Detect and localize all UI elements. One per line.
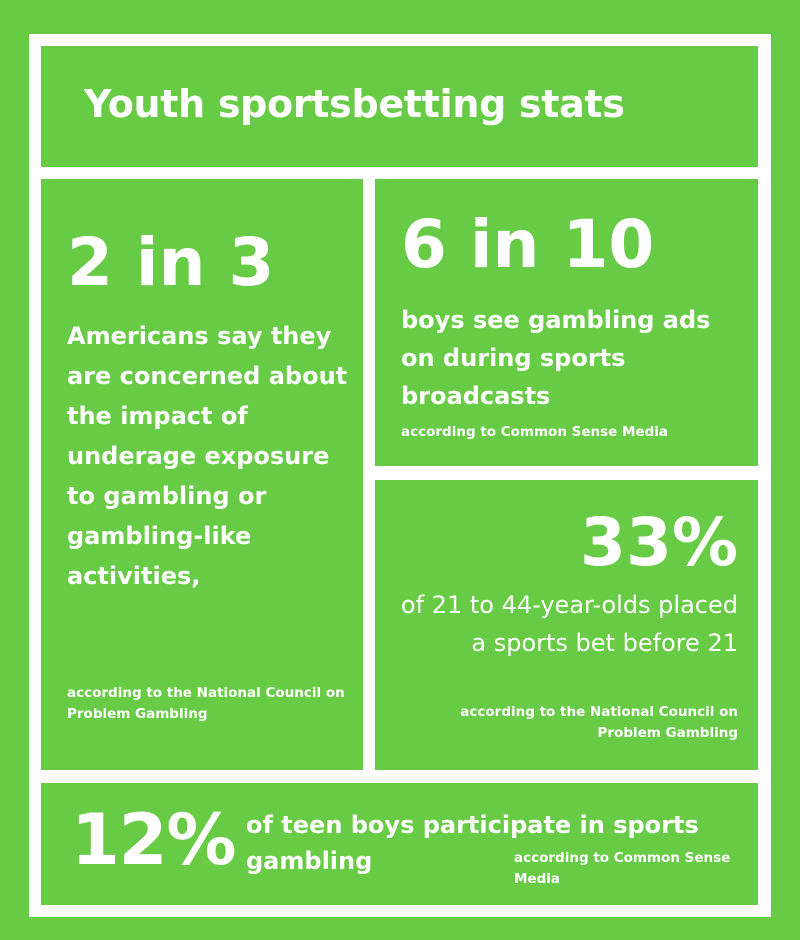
- infographic-frame: [29, 34, 771, 917]
- stat-panel-early-bet: [375, 480, 758, 770]
- title-panel: [41, 46, 758, 167]
- stat-description: of 21 to 44-year-olds placed a sports bet before 21: [400, 591, 738, 657]
- stat-description: boys see gambling ads on during sports broadcasts: [401, 306, 711, 410]
- stat-description: of teen boys participate in sports gambling: [246, 811, 699, 875]
- stat-source: according to Common Sense Media: [401, 424, 669, 440]
- stat-figure: 6 in 10: [401, 206, 655, 283]
- stat-panel-ads: [375, 179, 758, 466]
- stat-figure: 33%: [580, 504, 738, 581]
- stat-panel-teen-boys: [41, 783, 758, 905]
- stat-figure: 12%: [71, 799, 236, 881]
- stat-source: according to the National Council on Problem Gambling: [67, 685, 345, 722]
- stat-description: Americans say they are concerned about the impact of underage exposure to gambling or gambling-like activities,: [67, 322, 348, 590]
- stat-source: according to the National Council on Problem Gambling: [460, 704, 738, 741]
- stat-figure: 2 in 3: [67, 224, 275, 301]
- stat-panel-concern: [41, 179, 363, 770]
- stat-source: according to Common Sense Media: [514, 850, 731, 887]
- page-title: Youth sportsbetting stats: [84, 82, 625, 126]
